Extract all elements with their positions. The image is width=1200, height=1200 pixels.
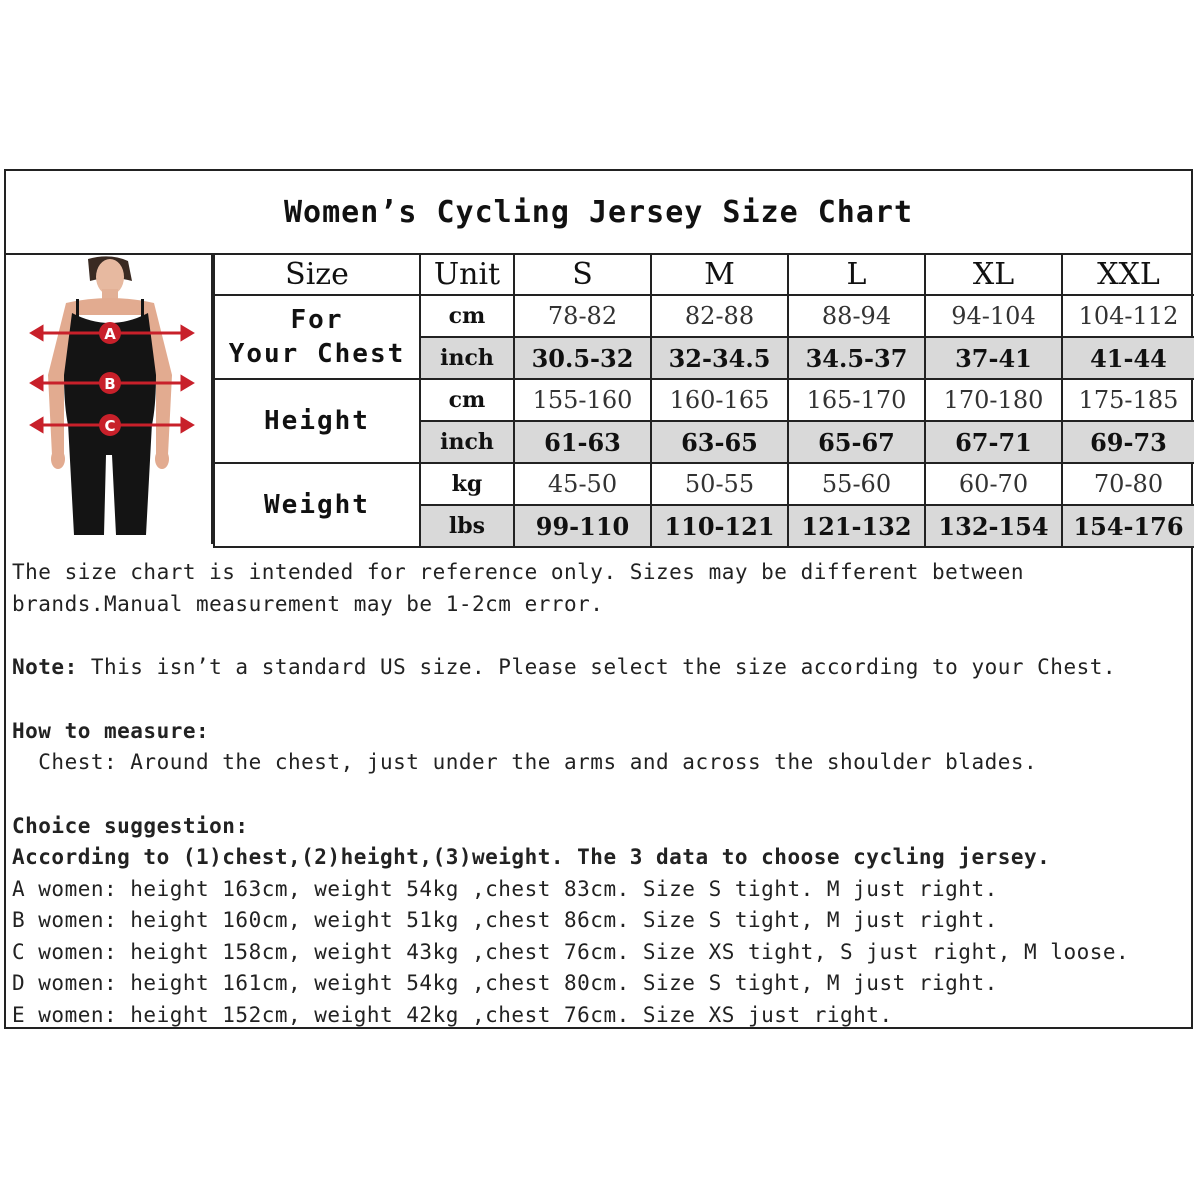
note-label: Note: bbox=[12, 655, 78, 679]
choice-suggestion-heading: Choice suggestion: bbox=[12, 813, 249, 838]
value-cell: 65-67 bbox=[788, 421, 925, 463]
value-cell: 69-73 bbox=[1062, 421, 1194, 463]
size-header-l: L bbox=[788, 255, 925, 295]
example-line: C women: height 158cm, weight 43kg ,chest 76cm. Size XS tight, S just right, M loose. bbox=[12, 939, 1130, 964]
example-line: A women: height 163cm, weight 54kg ,chest 83cm. Size S tight. M just right. bbox=[12, 876, 998, 901]
size-header-xl: XL bbox=[925, 255, 1062, 295]
marker-c-label: C bbox=[104, 417, 116, 435]
chest-label-line-1: For bbox=[290, 305, 344, 335]
value-cell: 160-165 bbox=[651, 379, 788, 421]
marker-b-label: B bbox=[104, 375, 116, 393]
value-cell: 88-94 bbox=[788, 295, 925, 337]
unit-cell: cm bbox=[420, 295, 514, 337]
size-table bbox=[213, 255, 1194, 548]
size-header-m: M bbox=[651, 255, 788, 295]
size-chart-frame bbox=[4, 169, 1193, 1029]
value-cell: 60-70 bbox=[925, 463, 1062, 505]
value-cell: 37-41 bbox=[925, 337, 1062, 379]
note-text: This isn’t a standard US size. Please select the size according to your Chest. bbox=[77, 655, 1117, 679]
how-to-measure-text: Chest: Around the chest, just under the arms and across the shoulder blades. bbox=[12, 750, 1038, 774]
value-cell: 61-63 bbox=[514, 421, 651, 463]
how-to-measure-heading: How to measure: bbox=[12, 718, 210, 743]
value-cell: 63-65 bbox=[651, 421, 788, 463]
unit-cell: kg bbox=[420, 463, 514, 505]
value-cell: 121-132 bbox=[788, 505, 925, 547]
example-line: D women: height 161cm, weight 54kg ,chest 80cm. Size S tight, M just right. bbox=[12, 971, 998, 995]
marker-a-label: A bbox=[104, 325, 116, 343]
value-cell: 34.5-37 bbox=[788, 337, 925, 379]
model-figure bbox=[6, 255, 213, 544]
chest-cm-row bbox=[214, 295, 1194, 337]
value-cell: 41-44 bbox=[1062, 337, 1194, 379]
note-line bbox=[12, 652, 1187, 684]
unit-header-label: Unit bbox=[420, 255, 514, 295]
chart-title: Women’s Cycling Jersey Size Chart bbox=[6, 171, 1191, 255]
value-cell: 132-154 bbox=[925, 505, 1062, 547]
chest-label-line-2: Your Chest bbox=[228, 339, 406, 369]
size-header-xxl: XXL bbox=[1062, 255, 1194, 295]
size-header-s: S bbox=[514, 255, 651, 295]
value-cell: 45-50 bbox=[514, 463, 651, 505]
value-cell: 30.5-32 bbox=[514, 337, 651, 379]
size-header-row bbox=[214, 255, 1194, 295]
value-cell: 165-170 bbox=[788, 379, 925, 421]
value-cell: 94-104 bbox=[925, 295, 1062, 337]
value-cell: 82-88 bbox=[651, 295, 788, 337]
size-header-label: Size bbox=[214, 255, 420, 295]
disclaimer-line: brands.Manual measurement may be 1-2cm error. bbox=[12, 591, 604, 616]
value-cell: 154-176 bbox=[1062, 505, 1194, 547]
unit-cell: lbs bbox=[420, 505, 514, 547]
height-row-label: Height bbox=[214, 379, 420, 463]
value-cell: 67-71 bbox=[925, 421, 1062, 463]
value-cell: 78-82 bbox=[514, 295, 651, 337]
notes-section bbox=[12, 557, 1187, 1031]
value-cell: 110-121 bbox=[651, 505, 788, 547]
value-cell: 155-160 bbox=[514, 379, 651, 421]
choice-suggestion-intro: According to (1)chest,(2)height,(3)weight. The 3 data to choose cycling jersey. bbox=[12, 845, 1051, 869]
value-cell: 170-180 bbox=[925, 379, 1062, 421]
value-cell: 70-80 bbox=[1062, 463, 1194, 505]
weight-kg-row bbox=[214, 463, 1194, 505]
value-cell: 32-34.5 bbox=[651, 337, 788, 379]
value-cell: 55-60 bbox=[788, 463, 925, 505]
unit-cell: inch bbox=[420, 337, 514, 379]
chest-row-label bbox=[214, 295, 420, 379]
value-cell: 104-112 bbox=[1062, 295, 1194, 337]
measurement-figure-illustration bbox=[6, 255, 211, 542]
disclaimer-line: The size chart is intended for reference only. Sizes may be different between bbox=[12, 560, 1025, 584]
value-cell: 99-110 bbox=[514, 505, 651, 547]
example-line: B women: height 160cm, weight 51kg ,chest 86cm. Size S tight, M just right. bbox=[12, 908, 998, 932]
height-cm-row bbox=[214, 379, 1194, 421]
unit-cell: inch bbox=[420, 421, 514, 463]
example-line: E women: height 152cm, weight 42kg ,chest 76cm. Size XS just right. bbox=[12, 1002, 893, 1027]
value-cell: 175-185 bbox=[1062, 379, 1194, 421]
weight-row-label: Weight bbox=[214, 463, 420, 547]
unit-cell: cm bbox=[420, 379, 514, 421]
value-cell: 50-55 bbox=[651, 463, 788, 505]
